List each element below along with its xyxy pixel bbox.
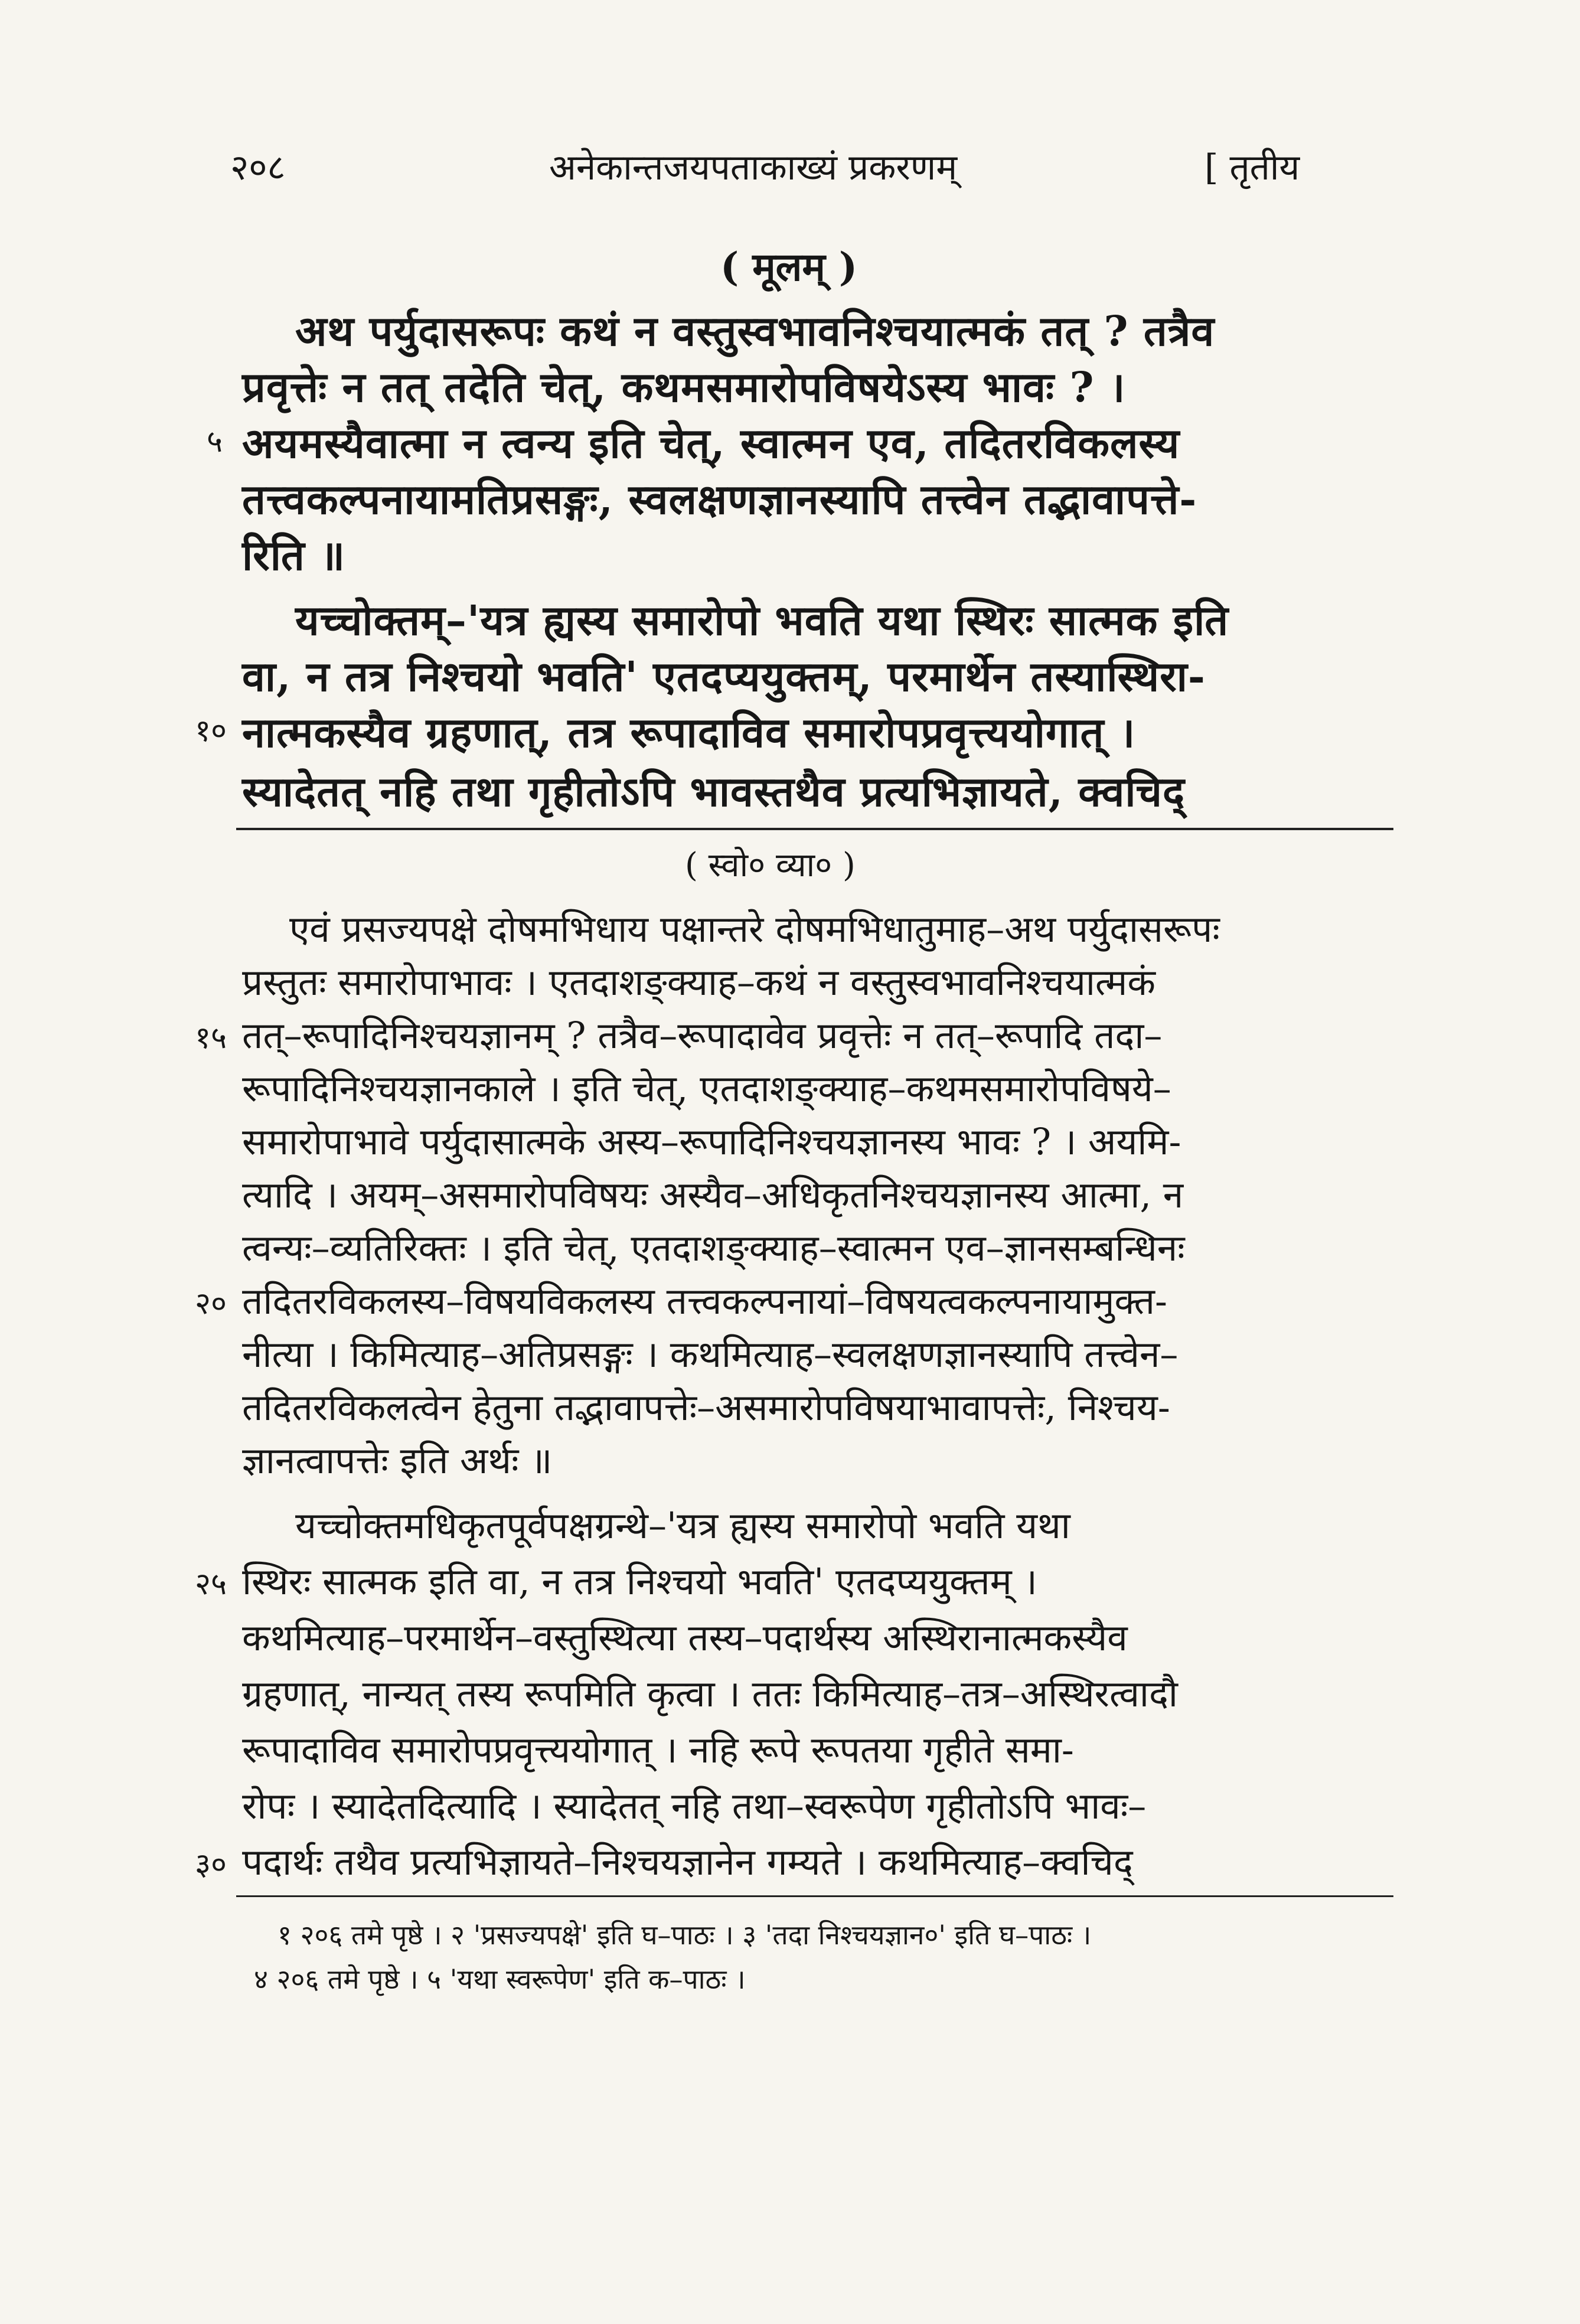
line-number: २५ [195, 1566, 227, 1602]
vyakhya-line: रूपादिनिश्चयज्ञानकाले । इति चेत्, एतदाशङ्क्याह–कथमसमारोपविषये– [242, 1067, 1171, 1110]
mulam-line: तत्त्वकल्पनायामतिप्रसङ्गः, स्वलक्षणज्ञानस्यापि तत्त्वेन तद्भावापत्ते- [242, 475, 1197, 524]
vyakhya-line: तत्–रूपादिनिश्चयज्ञानम् ? तत्रैव–रूपादावेव प्रवृत्तेः न तत्–रूपादि तदा– [242, 1014, 1163, 1057]
running-title: अनेकान्तजयपताकाख्यं प्रकरणम् [549, 147, 958, 188]
line-number: १० [195, 713, 227, 749]
vyakhya-line: त्यादि । अयम्–असमारोपविषयः अस्यैव–अधिकृतनिश्चयज्ञानस्य आत्मा, न [242, 1173, 1184, 1216]
mulam-heading: ( मूलम् ) [720, 244, 858, 290]
vyakhya-line: यच्चोक्तमधिकृतपूर्वपक्षग्रन्थे–'यत्र ह्यस्य समारोपो भवति यथा [295, 1504, 1070, 1547]
line-number: २० [195, 1286, 227, 1321]
vyakhya-line: ग्रहणात्, नान्यत् तस्य रूपमिति कृत्वा । ततः किमित्याह–तत्र–अस्थिरत्वादौ [242, 1672, 1178, 1715]
vyakhya-line: रोपः । स्यादेतदित्यादि । स्यादेतत् नहि तथा–स्वरूपेण गृहीतोऽपि भावः– [242, 1784, 1147, 1827]
vyakhya-line: पदार्थः तथैव प्रत्यभिज्ञायते–निश्चयज्ञानेन गम्यते । कथमित्याह–क्वचिद् [242, 1840, 1133, 1884]
mulam-line: यच्चोक्तम्–'यत्र ह्यस्य समारोपो भवति यथा स्थिरः सात्मक इति [295, 596, 1229, 645]
vyakhya-line: समारोपाभावे पर्युदासात्मके अस्य–रूपादिनिश्चयज्ञानस्य भावः ? । अयमि- [242, 1120, 1181, 1163]
mulam-line: प्रवृत्तेः न तत् तदेति चेत्, कथमसमारोपविषयेऽस्य भावः ? । [242, 363, 1126, 412]
vyakhya-line: प्रस्तुतः समारोपाभावः । एतदाशङ्क्याह–कथं न वस्तुस्वभावनिश्चयात्मकं [242, 961, 1155, 1004]
line-number: ३० [195, 1847, 227, 1882]
line-number: ५ [207, 424, 223, 459]
footnote-divider [236, 1895, 1393, 1897]
vyakhya-line: एवं प्रसज्यपक्षे दोषमभिधाय पक्षान्तरे दोषमभिधातुमाह–अथ पर्युदासरूपः [289, 908, 1220, 951]
vyakhya-line: तदितरविकलस्य–विषयविकलस्य तत्त्वकल्पनायां–विषयत्वकल्पनायामुक्त- [242, 1279, 1167, 1323]
mulam-line: रिति ॥ [242, 531, 346, 580]
vyakhya-line: कथमित्याह–परमार्थेन–वस्तुस्थित्या तस्य–पदार्थस्य अस्थिरानात्मकस्यैव [242, 1616, 1128, 1659]
vyakhya-line: त्वन्यः–व्यतिरिक्तः । इति चेत्, एतदाशङ्क्याह–स्वात्मन एव–ज्ञानसम्बन्धिनः [242, 1226, 1185, 1269]
mulam-line: वा, न तत्र निश्चयो भवति' एतदप्ययुक्तम्, परमार्थेन तस्यास्थिरा- [242, 652, 1206, 701]
vyakhya-line: स्थिरः सात्मक इति वा, न तत्र निश्चयो भवति' एतदप्ययुक्तम् । [242, 1560, 1037, 1603]
section-divider [236, 828, 1393, 830]
footnote-line: १ २०६ तमे पृष्ठे । २ 'प्रसज्यपक्षे' इति घ–पाठः । ३ 'तदा निश्चयज्ञान०' इति घ–पाठः । [278, 1919, 1092, 1951]
vyakhya-heading: ( स्वो० व्या० ) [685, 846, 856, 884]
mulam-line: अयमस्यैवात्मा न त्वन्य इति चेत्, स्वात्मन एव, तदितरविकलस्य [242, 419, 1180, 468]
section-label: [ तृतीय [1204, 147, 1300, 188]
vyakhya-line: तदितरविकलत्वेन हेतुना तद्भावापत्तेः–असमारोपविषयाभावापत्तेः, निश्चय- [242, 1386, 1170, 1429]
line-number: १५ [195, 1020, 227, 1056]
mulam-line: स्यादेतत् नहि तथा गृहीतोऽपि भावस्तथैव प्रत्यभिज्ञायते, क्वचिद् [242, 767, 1186, 816]
vyakhya-line: ज्ञानत्वापत्तेः इति अर्थः ॥ [242, 1439, 553, 1482]
vyakhya-line: रूपादाविव समारोपप्रवृत्त्ययोगात् । नहि रूपे रूपतया गृहीते समा- [242, 1728, 1074, 1771]
page-number: २०८ [230, 147, 286, 188]
vyakhya-line: नीत्या । किमित्याह–अतिप्रसङ्गः । कथमित्याह–स्वलक्षणज्ञानस्यापि तत्त्वेन– [242, 1333, 1179, 1376]
mulam-line: अथ पर्युदासरूपः कथं न वस्तुस्वभावनिश्चयात्मकं तत् ? तत्रैव [295, 306, 1215, 355]
footnote-line: ४ २०६ तमे पृष्ठे । ५ 'यथा स्वरूपेण' इति क–पाठः । [254, 1963, 746, 1995]
mulam-line: नात्मकस्यैव ग्रहणात्, तत्र रूपादाविव समारोपप्रवृत्त्ययोगात् । [242, 708, 1136, 757]
